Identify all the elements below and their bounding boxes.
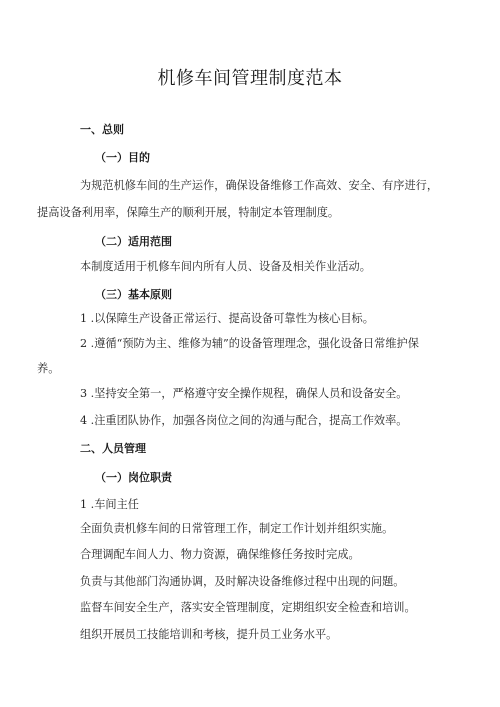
scope-paragraph: 本制度适用于机修车间内所有人员、设备及相关作业活动。 <box>80 260 371 273</box>
subsection-heading-purpose: （一）目的 <box>95 151 150 164</box>
section-heading-personnel: 二、人员管理 <box>80 442 146 455</box>
subsection-heading-duties: （一）岗位职责 <box>95 471 172 484</box>
principle-item-3: 3 .坚持安全第一，严格遵守安全操作规程，确保人员和设备安全。 <box>80 387 408 400</box>
duty-item-3: 负责与其他部门沟通协调，及时解决设备维修过程中出现的问题。 <box>80 575 405 588</box>
principle-item-4: 4 .注重团队协作，加强各岗位之间的沟通与配合，提高工作效率。 <box>80 414 408 427</box>
principle-item-2-line-2: 养。 <box>37 362 60 375</box>
duty-item-4: 监督车间安全生产，落实安全管理制度，定期组织安全检查和培训。 <box>80 601 416 614</box>
section-heading-general: 一、总则 <box>80 123 124 136</box>
duty-item-2: 合理调配车间人力、物力资源，确保维修任务按时完成。 <box>80 548 360 561</box>
duty-item-5: 组织开展员工技能培训和考核，提升员工业务水平。 <box>80 628 338 641</box>
duty-item-1: 全面负责机修车间的日常管理工作，制定工作计划并组织实施。 <box>80 522 394 535</box>
purpose-paragraph-line-2: 提高设备利用率，保障生产的顺利开展，特制定本管理制度。 <box>37 206 340 219</box>
principle-item-2-line-1: 2 .遵循“预防为主、维修为辅”的设备管理理念，强化设备日常维护保 <box>80 337 419 350</box>
role-heading-workshop-director: 1 .车间主任 <box>80 498 139 511</box>
purpose-paragraph-line-1: 为规范机修车间的生产运作，确保设备维修工作高效、安全、有序进行， <box>80 179 439 192</box>
page-title: 机修车间管理制度范本 <box>157 68 343 89</box>
principle-item-1: 1 .以保障生产设备正常运行、提高设备可靠性为核心目标。 <box>80 312 374 325</box>
subsection-heading-scope: （二）适用范围 <box>95 235 172 248</box>
subsection-heading-principles: （三）基本原则 <box>95 288 172 301</box>
